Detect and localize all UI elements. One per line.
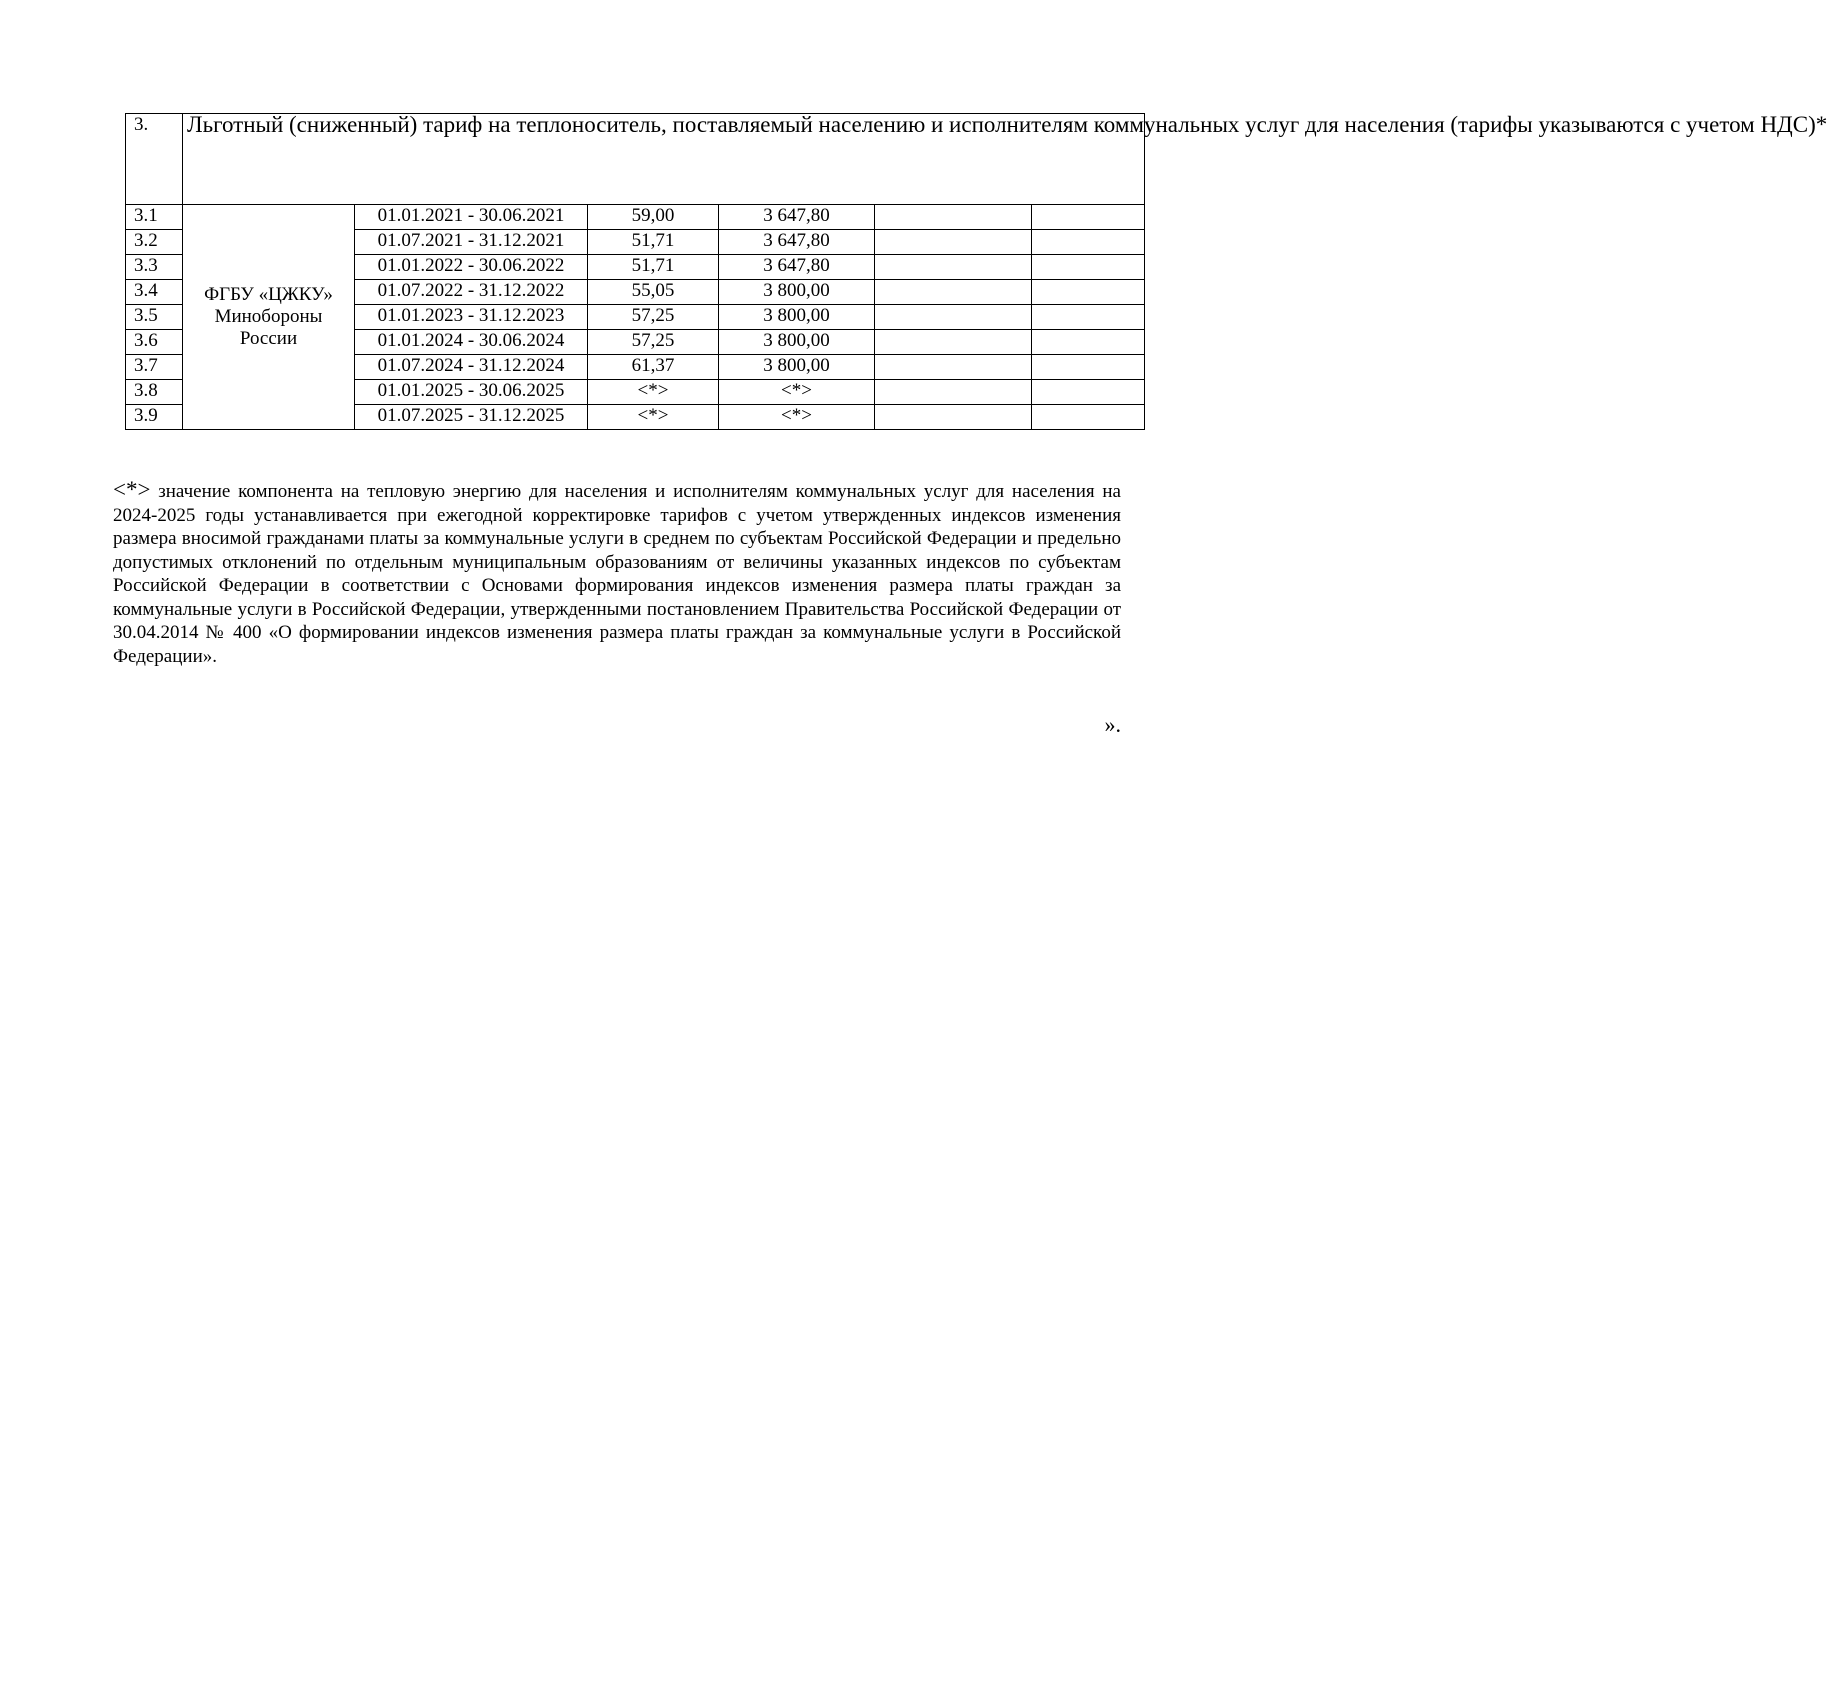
empty-cell <box>875 380 1032 405</box>
empty-cell <box>1032 205 1145 230</box>
empty-cell <box>1032 380 1145 405</box>
tariff-value-1: 55,05 <box>588 280 719 305</box>
row-number: 3.6 <box>126 330 183 355</box>
footnote-mark: <*> <box>113 477 151 502</box>
period-cell: 01.01.2021 - 30.06.2021 <box>355 205 588 230</box>
footnote-text: значение компонента на тепловую энергию для населения и исполнителям коммунальных услуг для населения на 2024-2025 годы устанавливается при ежегодной корректировке тарифов с учетом утвержденных индексов изменения размера вносимой гражданами платы за коммунальные услуги в среднем по субъектам Российской Федерации и предельно допустимых отклонений по отдельным муниципальным образованиям от величины указанных индексов по субъектам Российской Федерации в соответствии с Основами формирования индексов изменения размера платы граждан за коммунальные услуги в Российской Федерации, утвержденными постановлением Правительства Российской Федерации от 30.04.2014 № 400 «О формировании индексов изменения размера платы граждан за коммунальные услуги в Российской Федерации». <box>113 481 1121 667</box>
row-number: 3.5 <box>126 305 183 330</box>
tariff-value-2: <*> <box>719 405 875 430</box>
row-number: 3.8 <box>126 380 183 405</box>
tariff-value-2: 3 647,80 <box>719 255 875 280</box>
tariff-table <box>125 112 1827 430</box>
section-title: Льготный (сниженный) тариф на теплоноситель, поставляемый населению и исполнителям коммунальных услуг для населения (тарифы указываются с учетом НДС)* <box>183 114 1145 205</box>
empty-cell <box>875 405 1032 430</box>
row-number: 3.3 <box>126 255 183 280</box>
empty-cell <box>1032 305 1145 330</box>
footnote <box>113 478 1121 668</box>
tariff-value-2: 3 800,00 <box>719 305 875 330</box>
row-number: 3.1 <box>126 205 183 230</box>
empty-cell <box>875 305 1032 330</box>
tariff-value-2: 3 800,00 <box>719 355 875 380</box>
tariff-value-1: 57,25 <box>588 305 719 330</box>
tariff-value-1: 51,71 <box>588 230 719 255</box>
empty-cell <box>1032 355 1145 380</box>
empty-cell <box>875 355 1032 380</box>
period-cell: 01.01.2024 - 30.06.2024 <box>355 330 588 355</box>
closing-quote: ». <box>1104 712 1121 737</box>
empty-cell <box>875 280 1032 305</box>
empty-cell <box>875 205 1032 230</box>
tariff-value-1: <*> <box>588 380 719 405</box>
empty-cell <box>875 255 1032 280</box>
tariff-value-1: 61,37 <box>588 355 719 380</box>
period-cell: 01.07.2025 - 31.12.2025 <box>355 405 588 430</box>
tariff-value-2: 3 800,00 <box>719 330 875 355</box>
empty-cell <box>1032 230 1145 255</box>
organization-cell: ФГБУ «ЦЖКУ» Минобороны России <box>183 205 355 430</box>
tariff-value-1: 59,00 <box>588 205 719 230</box>
period-cell: 01.01.2022 - 30.06.2022 <box>355 255 588 280</box>
period-cell: 01.01.2025 - 30.06.2025 <box>355 380 588 405</box>
row-number: 3.9 <box>126 405 183 430</box>
tariff-value-1: 57,25 <box>588 330 719 355</box>
row-number: 3.7 <box>126 355 183 380</box>
section-header-row <box>126 114 1145 205</box>
empty-cell <box>875 330 1032 355</box>
tariff-value-2: 3 647,80 <box>719 230 875 255</box>
period-cell: 01.01.2023 - 31.12.2023 <box>355 305 588 330</box>
tariff-value-1: <*> <box>588 405 719 430</box>
period-cell: 01.07.2021 - 31.12.2021 <box>355 230 588 255</box>
empty-cell <box>875 230 1032 255</box>
section-number: 3. <box>126 114 183 205</box>
empty-cell <box>1032 280 1145 305</box>
empty-cell <box>1032 330 1145 355</box>
period-cell: 01.07.2024 - 31.12.2024 <box>355 355 588 380</box>
table-row <box>126 205 1145 230</box>
tariff-value-2: 3 647,80 <box>719 205 875 230</box>
tariff-value-2: 3 800,00 <box>719 280 875 305</box>
empty-cell <box>1032 405 1145 430</box>
period-cell: 01.07.2022 - 31.12.2022 <box>355 280 588 305</box>
empty-cell <box>1032 255 1145 280</box>
tariff-value-2: <*> <box>719 380 875 405</box>
row-number: 3.4 <box>126 280 183 305</box>
row-number: 3.2 <box>126 230 183 255</box>
tariff-value-1: 51,71 <box>588 255 719 280</box>
